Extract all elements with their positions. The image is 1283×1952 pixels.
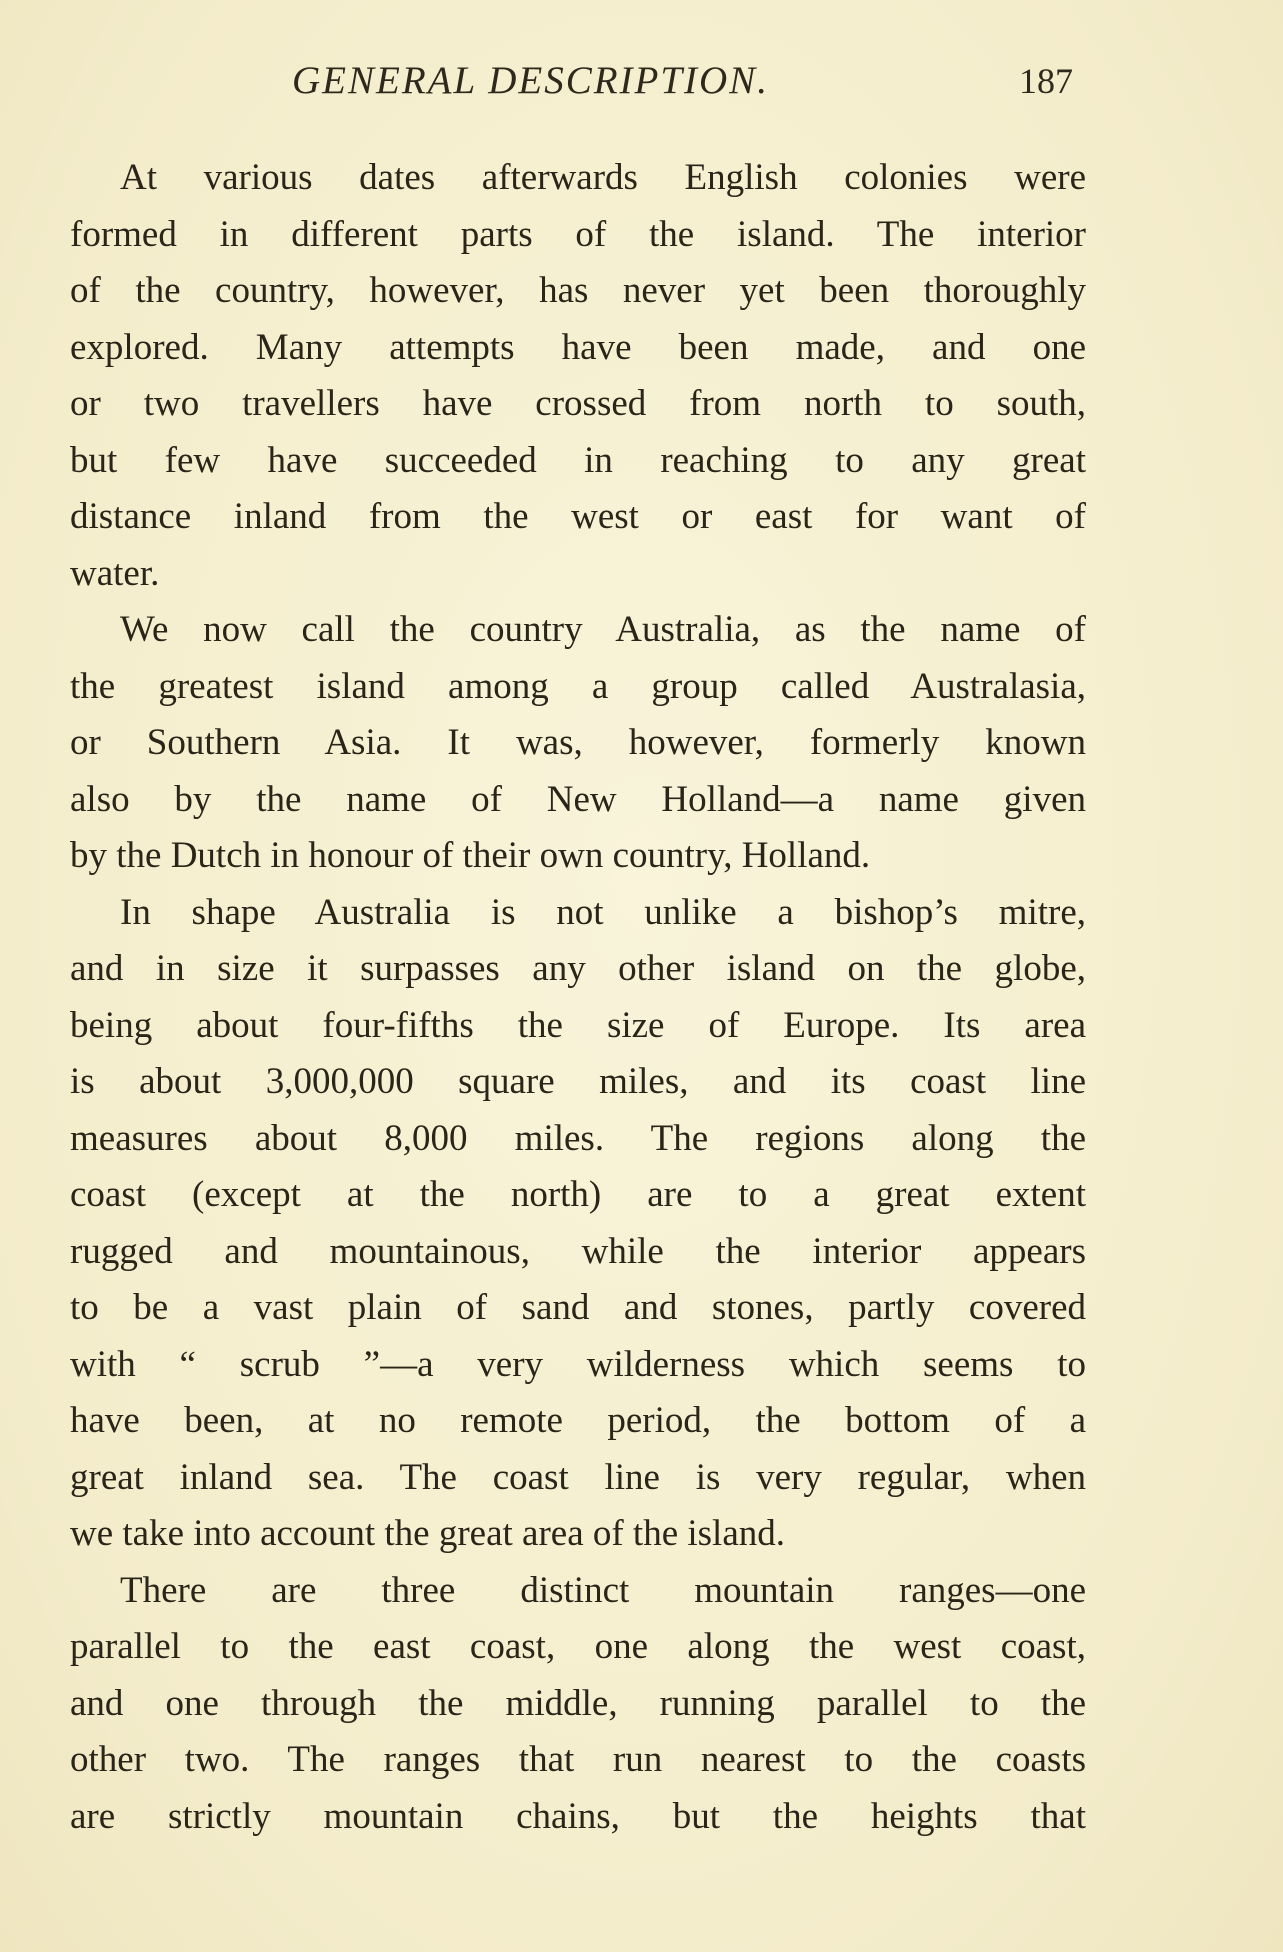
text-line: with “ scrub ”—a very wilderness which seems to xyxy=(70,1343,1086,1385)
text-line: distance inland from the west or east for want of xyxy=(70,496,1086,537)
text-line: by the Dutch in honour of their own country, Holland. xyxy=(70,835,871,876)
text-line: explored. Many attempts have been made, and one xyxy=(70,326,1086,368)
text-line: is about 3,000,000 square miles, and its coast line xyxy=(70,1061,1086,1102)
text-line: and in size it surpasses any other island on the globe, xyxy=(70,948,1086,989)
text-line: other two. The ranges that run nearest to the coasts xyxy=(70,1739,1086,1780)
text-line: being about four-fifths the size of Europe. Its area xyxy=(70,1004,1086,1046)
text-line: There are three distinct mountain ranges—one xyxy=(120,1569,1086,1611)
text-line: water. xyxy=(70,552,160,594)
text-line: the greatest island among a group called Australasia, xyxy=(70,665,1086,707)
text-line: great inland sea. The coast line is very regular, when xyxy=(70,1456,1086,1498)
text-line: we take into account the great area of the island. xyxy=(70,1513,786,1554)
text-line: At various dates afterwards English colonies were xyxy=(120,157,1086,198)
page-number: 187 xyxy=(1019,61,1073,101)
text-line: parallel to the east coast, one along the west coast, xyxy=(70,1626,1086,1667)
text-line: coast (except at the north) are to a great extent xyxy=(70,1174,1086,1215)
text-line: to be a vast plain of sand and stones, partly covered xyxy=(70,1287,1086,1328)
text-line: have been, at no remote period, the bottom of a xyxy=(70,1400,1086,1441)
text-line: also by the name of New Holland—a name given xyxy=(70,778,1086,820)
running-title: GENERAL DESCRIPTION. xyxy=(292,59,769,102)
text-line: are strictly mountain chains, but the heights that xyxy=(70,1795,1086,1837)
text-line: but few have succeeded in reaching to any great xyxy=(70,439,1086,481)
text-line: or two travellers have crossed from north to south, xyxy=(70,383,1086,424)
body-text xyxy=(70,150,1086,1845)
text-line: measures about 8,000 miles. The regions along the xyxy=(70,1117,1086,1159)
text-line: of the country, however, has never yet been thoroughly xyxy=(70,270,1086,311)
text-line: or Southern Asia. It was, however, formerly known xyxy=(70,722,1086,763)
text-line: formed in different parts of the island. The interior xyxy=(70,213,1086,255)
running-head xyxy=(0,58,1283,108)
text-line: and one through the middle, running parallel to the xyxy=(70,1682,1086,1724)
text-line: rugged and mountainous, while the interior appears xyxy=(70,1230,1086,1272)
text-line: We now call the country Australia, as the name of xyxy=(120,609,1086,650)
text-line: In shape Australia is not unlike a bishop’s mitre, xyxy=(120,891,1086,933)
